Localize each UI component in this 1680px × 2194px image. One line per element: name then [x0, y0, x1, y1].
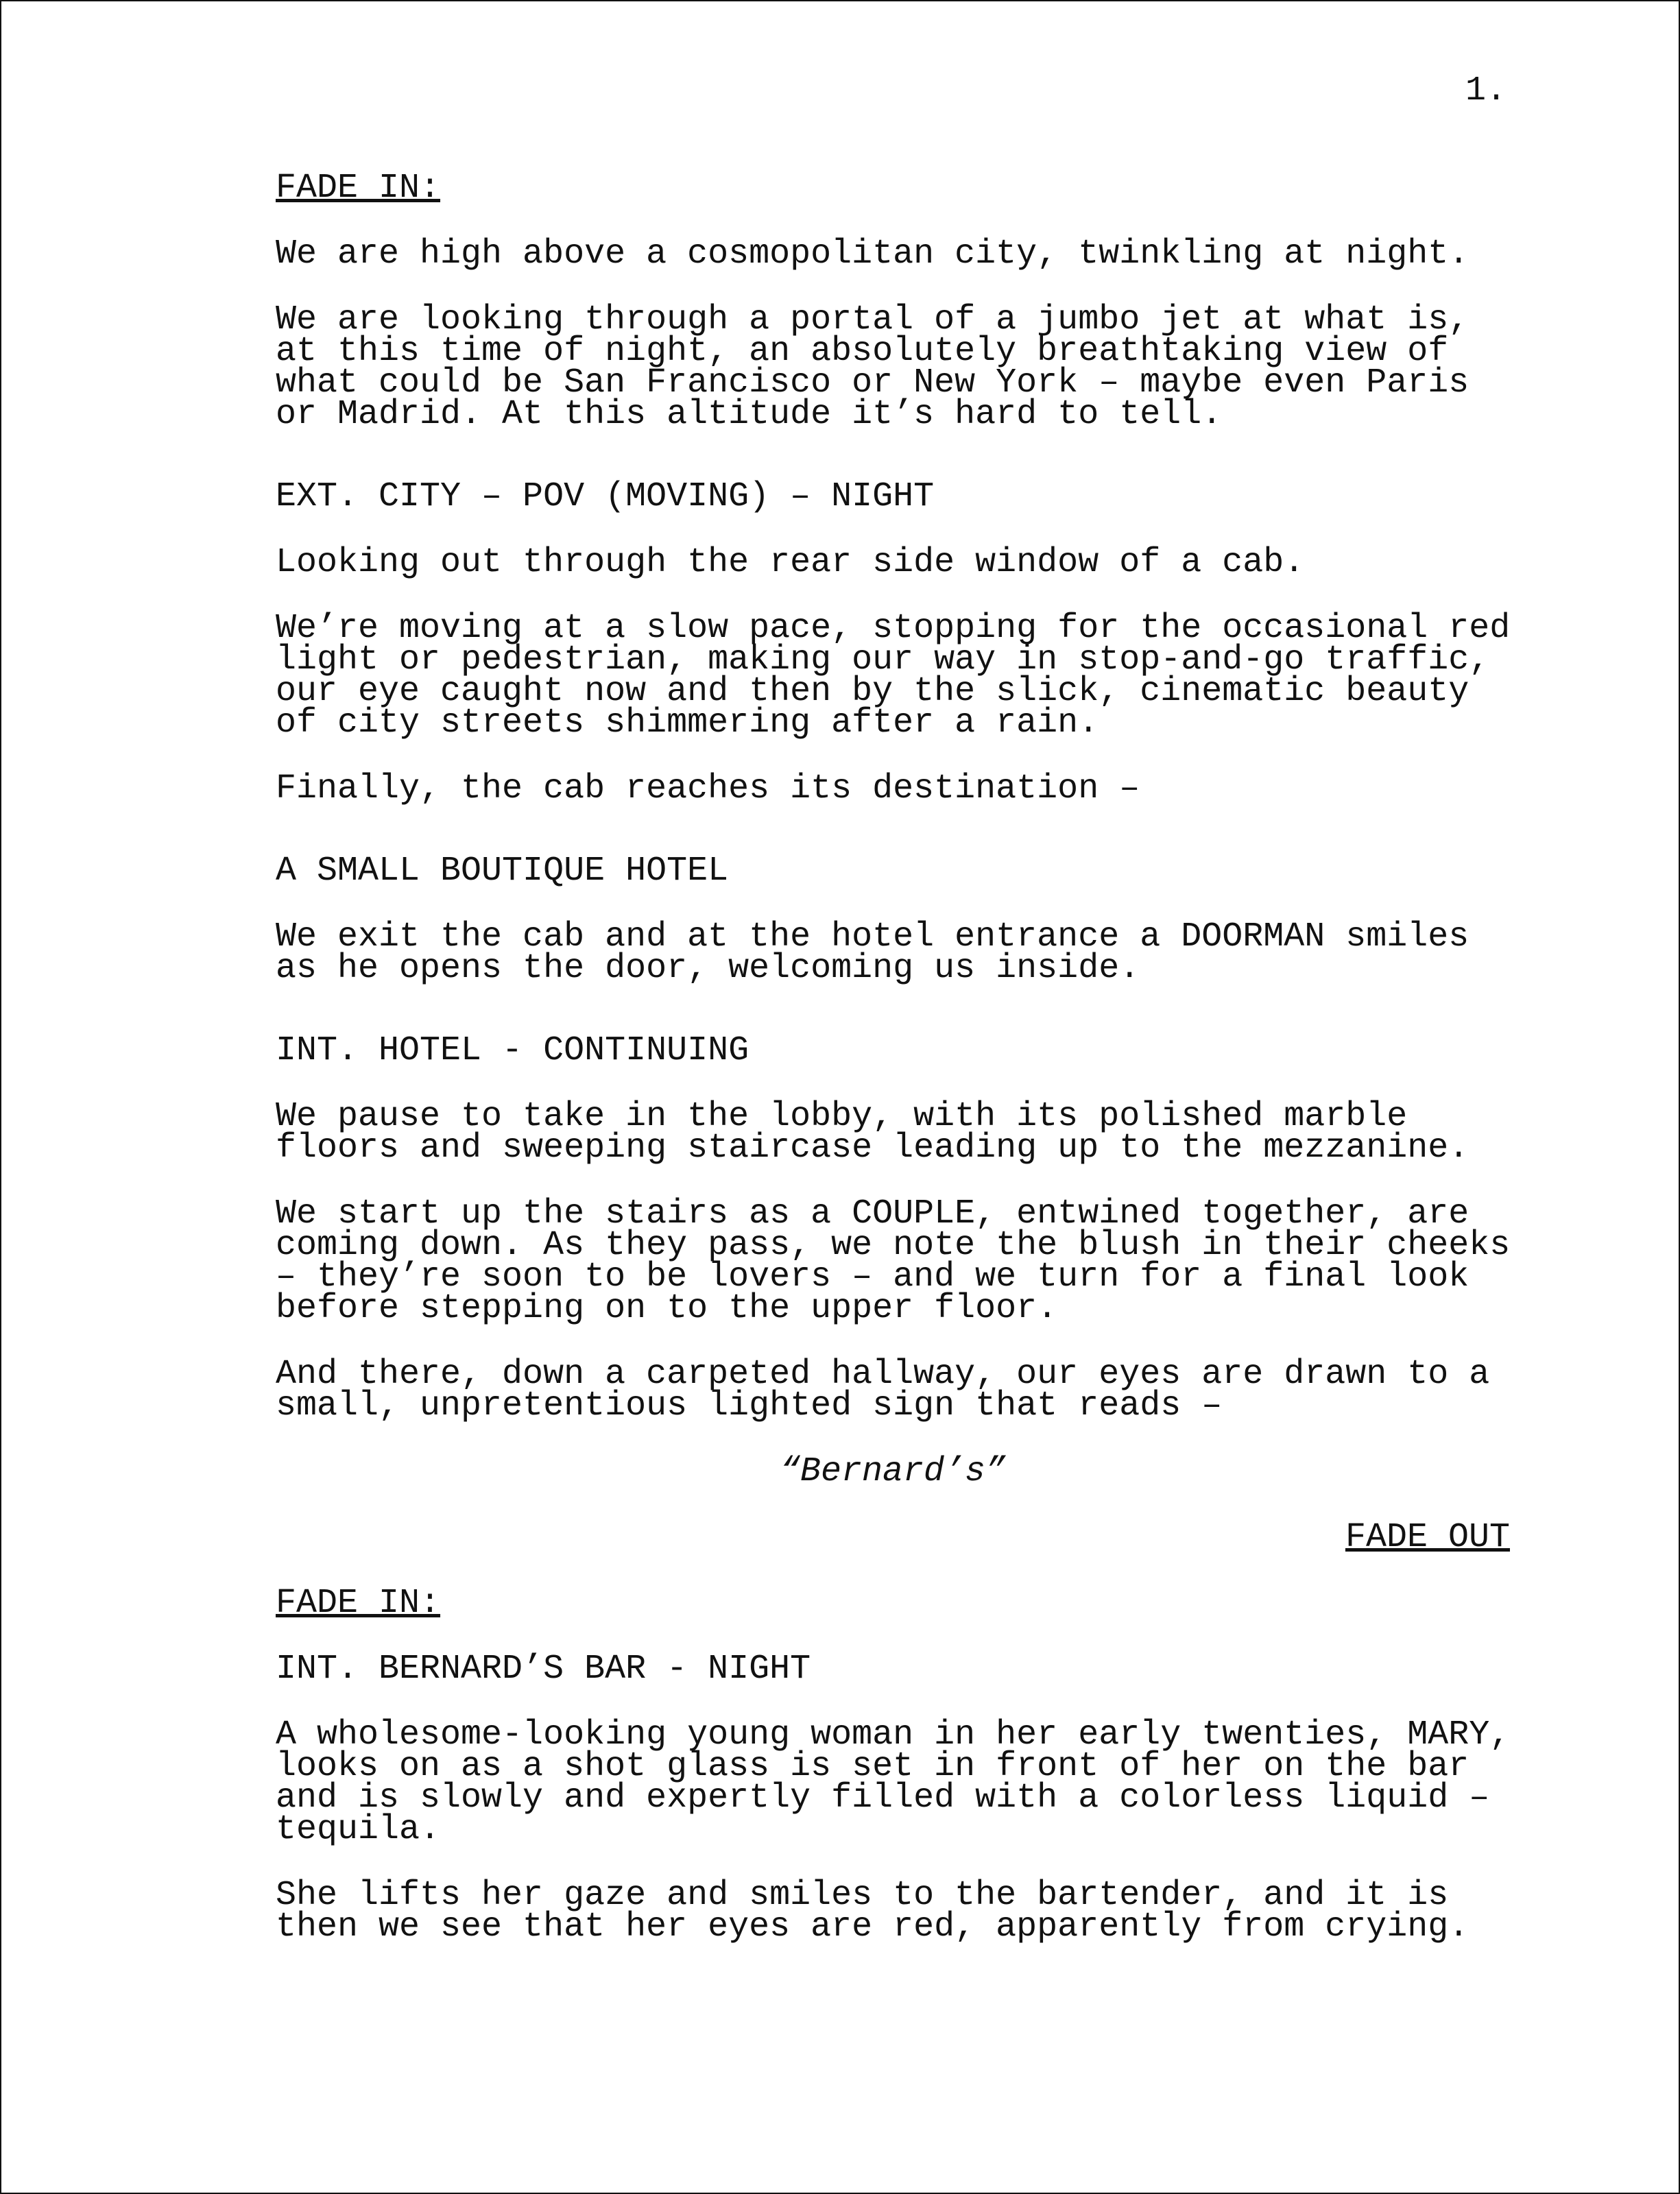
action-paragraph	[276, 917, 1510, 988]
fade-out-label: FADE OUT	[1345, 1518, 1510, 1557]
action-line: She lifts her gaze and smiles to the bartender, and it is	[276, 1876, 1449, 1915]
page-number: 1.	[1465, 71, 1507, 110]
action-line: and is slowly and expertly filled with a colorless liquid –	[276, 1779, 1490, 1818]
scene-heading-text: EXT. CITY – POV (MOVING) – NIGHT	[276, 477, 935, 516]
action-line: We are looking through a portal of a jumbo jet at what is,	[276, 300, 1469, 339]
action-paragraph	[276, 300, 1510, 434]
action-paragraph	[276, 543, 1510, 582]
action-line: looks on as a shot glass is set in front of her on the bar	[276, 1747, 1469, 1786]
scene-heading-text: A SMALL BOUTIQUE HOTEL	[276, 852, 729, 891]
action-line: what could be San Francisco or New York – maybe even Paris	[276, 363, 1469, 402]
fade-in-label: FADE IN:	[276, 1584, 441, 1623]
scene-heading	[276, 477, 1510, 516]
action-paragraph	[276, 1876, 1510, 1946]
scene-heading-text: INT. HOTEL - CONTINUING	[276, 1031, 749, 1070]
action-paragraph	[276, 609, 1511, 743]
sign-text: “Bernard’s”	[779, 1452, 1007, 1491]
action-paragraph	[276, 234, 1510, 274]
action-line: of city streets shimmering after a rain.	[276, 703, 1099, 743]
fade-in-label: FADE IN:	[276, 169, 441, 208]
action-line: – they’re soon to be lovers – and we turn for a final look	[276, 1257, 1469, 1297]
action-line: or Madrid. At this altitude it’s hard to tell.	[276, 395, 1223, 434]
action-line: before stepping on to the upper floor.	[276, 1289, 1058, 1328]
action-paragraph	[276, 1194, 1511, 1328]
action-line: small, unpretentious lighted sign that reads –	[276, 1386, 1223, 1425]
action-paragraph	[276, 1355, 1510, 1425]
action-paragraph	[276, 1097, 1510, 1168]
action-paragraph	[276, 1715, 1511, 1849]
action-line: A wholesome-looking young woman in her early twenties, MARY,	[276, 1715, 1511, 1755]
action-line: Looking out through the rear side window of a cab.	[276, 543, 1305, 582]
action-line: Finally, the cab reaches its destination –	[276, 769, 1140, 808]
action-line: We exit the cab and at the hotel entrance a DOORMAN smiles	[276, 917, 1469, 956]
action-line: coming down. As they pass, we note the blush in their cheeks	[276, 1226, 1511, 1265]
sign-insert	[276, 1452, 1510, 1491]
script-body	[276, 169, 1511, 1946]
action-line: And there, down a carpeted hallway, our eyes are drawn to a	[276, 1355, 1490, 1394]
action-line: light or pedestrian, making our way in stop-and-go traffic,	[276, 640, 1490, 679]
scene-heading	[276, 1650, 1510, 1689]
action-line: floors and sweeping staircase leading up to the mezzanine.	[276, 1129, 1469, 1168]
action-line: We’re moving at a slow pace, stopping for the occasional red	[276, 609, 1511, 648]
transition-fade-out	[276, 1518, 1510, 1557]
scene-heading	[276, 1031, 1510, 1070]
action-line: We are high above a cosmopolitan city, twinkling at night.	[276, 234, 1469, 274]
action-line: We start up the stairs as a COUPLE, entwined together, are	[276, 1194, 1469, 1233]
action-line: at this time of night, an absolutely breathtaking view of	[276, 332, 1449, 371]
scene-heading	[276, 852, 1510, 891]
action-paragraph	[276, 769, 1510, 808]
action-line: as he opens the door, welcoming us inside.	[276, 949, 1140, 988]
action-line: our eye caught now and then by the slick, cinematic beauty	[276, 672, 1469, 711]
action-line: then we see that her eyes are red, apparently from crying.	[276, 1907, 1469, 1946]
transition-fade-in	[276, 169, 1510, 208]
action-line: tequila.	[276, 1810, 441, 1849]
transition-fade-in	[276, 1584, 1510, 1623]
action-line: We pause to take in the lobby, with its polished marble	[276, 1097, 1408, 1136]
scene-heading-text: INT. BERNARD’S BAR - NIGHT	[276, 1650, 811, 1689]
